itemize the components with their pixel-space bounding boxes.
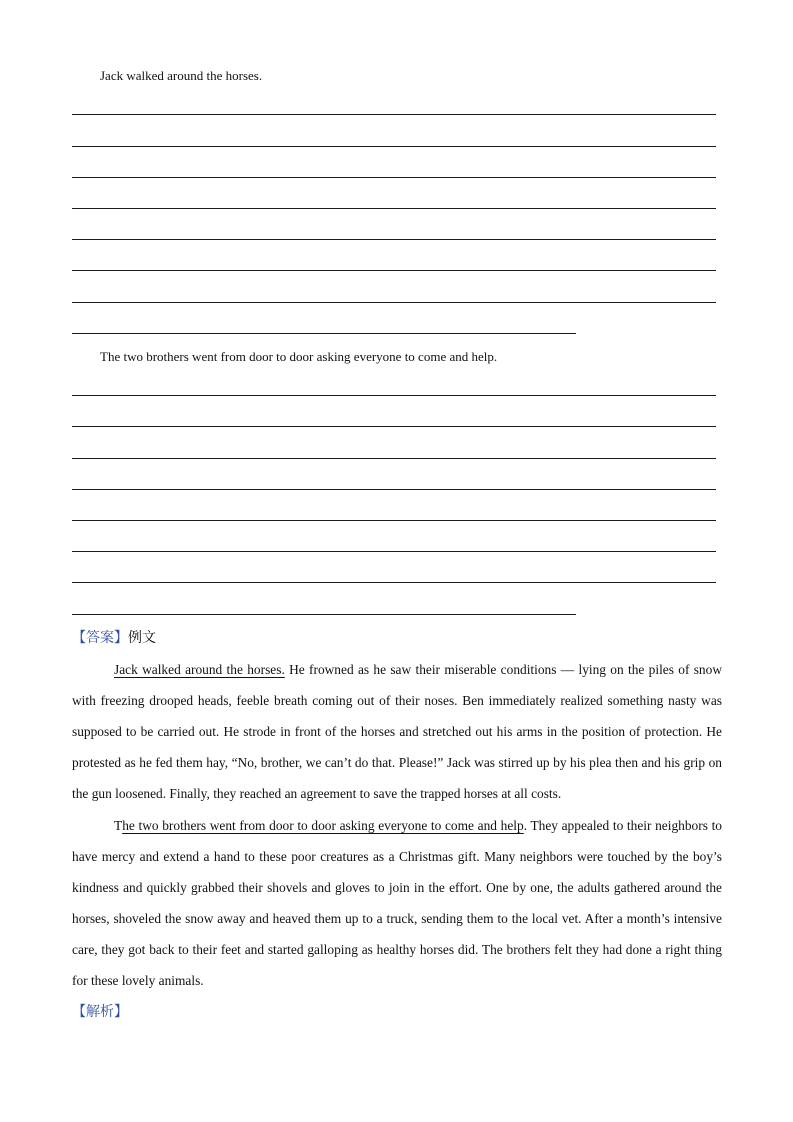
writing-line [72,582,716,583]
writing-line [72,458,716,459]
writing-line-short [72,333,576,334]
writing-line [72,426,716,427]
answer-tag-suffix: 例文 [128,630,156,646]
writing-line [72,395,716,396]
underlined-opening-sentence: he two brothers went from door to door asking everyone to come and help [122,818,524,833]
continuation-prompt-1: Jack walked around the horses. [100,68,263,83]
writing-line [72,239,716,240]
writing-line [72,489,716,490]
analysis-tag: 【解析】 [72,1004,128,1020]
writing-line [72,270,716,271]
analysis-heading [72,1003,128,1021]
writing-line [72,146,716,147]
writing-line [72,177,716,178]
underlined-opening-sentence: Jack walked around the horses. [114,662,285,677]
model-essay-paragraph-1 [72,654,722,809]
writing-line [72,520,716,521]
writing-line [72,302,716,303]
writing-line [72,208,716,209]
answer-heading [72,629,156,647]
paragraph-lead-letter: T [114,818,123,833]
writing-line-short [72,614,576,615]
paragraph-text: He frowned as he saw their miserable conditions — lying on the piles of snow with freezing drooped heads, feeble breath coming out of their noses. Ben immediately realized something nasty was supposed to be carried out. He strode in front of the horses and stretched out his arms in the position of protection. He protested as he fed them hay, “No, brother, we can’t do that. Please!” Jack was stirred up by his plea then and his grip on the gun loosened. Finally, they reached an agreement to save the trapped horses at all costs. [72,662,722,802]
continuation-prompt-2: The two brothers went from door to door asking everyone to come and help. [100,349,498,364]
answer-tag: 【答案】 [72,630,128,646]
paragraph-text: . They appealed to their neighbors to have mercy and extend a hand to these poor creatures as a Christmas gift. Many neighbors were touched by the boy’s kindness and quickly grabbed their shovels and gloves to join in the effort. One by one, the adults gathered around the horses, shoveled the snow away and heaved them up to a truck, sending them to the local vet. After a month’s intensive care, they got back to their feet and started galloping as healthy horses did. The brothers felt they had done a right thing for these lovely animals. [72,818,722,989]
writing-line [72,551,716,552]
writing-line [72,114,716,115]
model-essay-paragraph-2 [72,810,722,997]
